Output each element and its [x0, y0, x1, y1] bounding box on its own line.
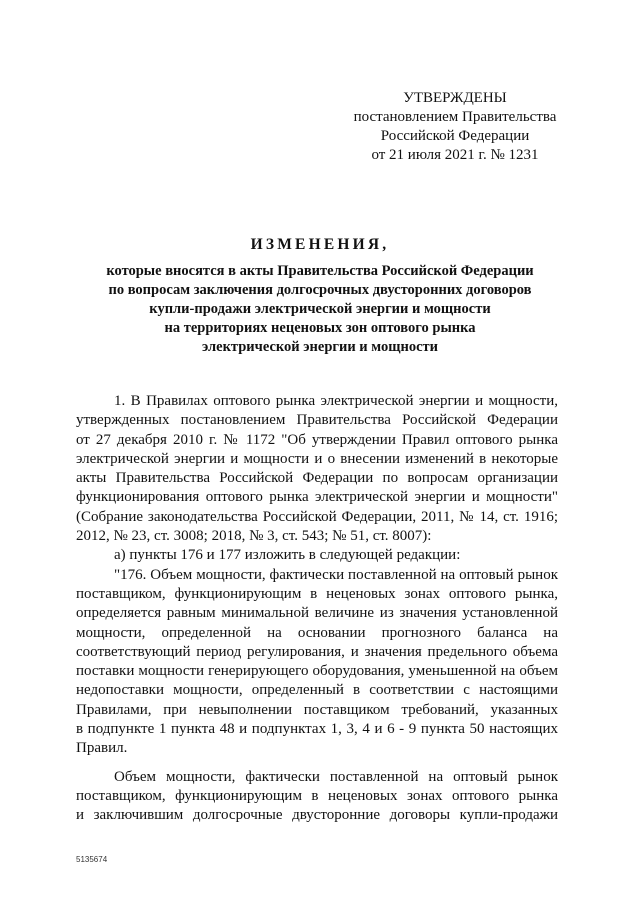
body-line: недопоставки мощности, определенный в соответствии с настоящими	[76, 682, 558, 699]
approval-line: Российской Федерации	[380, 128, 530, 144]
approval-date: от 21 июля 2021 г. № 1231	[371, 147, 539, 163]
body-line: Объем мощности, фактически поставленной на оптовый рынок	[114, 768, 558, 785]
paragraph-gap	[76, 759, 558, 768]
body-line: а) пункты 176 и 177 изложить в следующей редакции:	[114, 547, 461, 564]
body-line: в подпункте 1 пункта 48 и подпунктах 1, 3, 4 и 6 - 9 пункта 50 настоящих	[76, 721, 558, 738]
document-subtitle	[40, 262, 600, 357]
body-line: акты Правительства Российской Федерации по вопросам организации	[76, 470, 558, 487]
body-line: и заключившим долгосрочные двусторонние договоры купли-продажи	[76, 807, 558, 824]
subtitle-line: электрической энергии и мощности	[202, 339, 438, 355]
body-line: электрической энергии и мощности и о внесении изменений в некоторые	[76, 450, 558, 467]
body-line: соответствующий период регулирования, и значения предельного объема	[76, 643, 558, 660]
subtitle-line: купли-продажи электрической энергии и мощности	[149, 301, 491, 317]
document-title: ИЗМЕНЕНИЯ,	[250, 236, 390, 253]
body-line: (Собрание законодательства Российской Федерации, 2011, № 14, ст. 1916;	[76, 508, 558, 525]
document-code: 5135674	[76, 855, 108, 864]
body-line: поставки мощности генерирующего оборудования, уменьшенной на объем	[76, 663, 558, 680]
body-line: утвержденных постановлением Правительства Российской Федерации	[76, 412, 558, 429]
body-line: поставщиком, функционирующим в неценовых зонах оптового рынка	[76, 787, 558, 804]
document-body	[76, 392, 558, 826]
body-line: 1. В Правилах оптового рынка электрической энергии и мощности,	[114, 393, 558, 409]
body-line: поставщиком, функционирующим в неценовых зонах оптового рынка,	[76, 585, 558, 602]
body-line: 2012, № 23, ст. 3008; 2018, № 3, ст. 543; № 51, ст. 8007):	[76, 528, 432, 545]
subtitle-line: на территориях неценовых зон оптового рынка	[164, 320, 476, 336]
body-line: "176. Объем мощности, фактически поставленной на оптовый рынок	[114, 566, 558, 583]
approval-line: постановлением Правительства	[353, 109, 557, 125]
approval-heading: УТВЕРЖДЕНЫ	[403, 90, 507, 106]
body-line: функционирования оптового рынка электрической энергии и мощности"	[76, 489, 558, 506]
body-line: Правилами, при невыполнении поставщиком требований, указанных	[76, 701, 558, 718]
subtitle-line: которые вносятся в акты Правительства Российской Федерации	[106, 263, 534, 279]
subtitle-line: по вопросам заключения долгосрочных двусторонних договоров	[108, 282, 532, 298]
body-line: от 27 декабря 2010 г. № 1172 "Об утверждении Правил оптового рынка	[76, 431, 558, 448]
body-line: определяется равным минимальной величине из значения установленной	[76, 605, 558, 622]
body-line: мощности, определенной на основании прогнозного баланса на	[76, 624, 558, 641]
body-line: Правил.	[76, 740, 128, 757]
approval-stamp	[320, 89, 590, 165]
